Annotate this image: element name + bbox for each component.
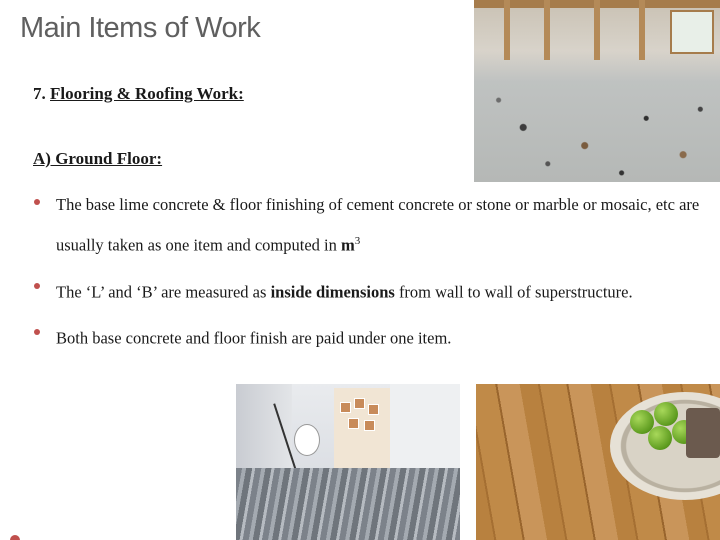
bullet-item — [33, 186, 713, 264]
slide-title: Main Items of Work — [20, 12, 261, 44]
apple — [654, 402, 678, 426]
bullet-superscript: 3 — [354, 235, 361, 247]
subsection-heading: A) Ground Floor: — [33, 149, 163, 168]
oak-floor-apples-photo — [476, 384, 720, 540]
section-number: 7. — [33, 84, 46, 103]
wall-art — [340, 402, 351, 413]
bullet-list — [33, 186, 713, 363]
bullet-bold-text: inside dimensions — [270, 282, 395, 301]
wall-art — [368, 404, 379, 415]
wall-art — [348, 418, 359, 429]
terrazzo-floor-photo — [474, 0, 720, 182]
bullet-text-after: from wall to wall of superstructure. — [394, 282, 633, 301]
corner-dot — [10, 535, 20, 540]
bullet-text: Both base concrete and floor finish are paid under one item. — [56, 328, 452, 348]
timber-stud — [594, 0, 600, 60]
bullet-bold-text: m — [341, 235, 355, 255]
section-heading — [33, 84, 244, 104]
timber-stud — [504, 0, 510, 60]
grey-laminate-room-photo — [236, 384, 460, 540]
timber-stud — [544, 0, 550, 60]
timber-stud — [639, 0, 645, 60]
wall-art — [354, 398, 365, 409]
bullet-item — [33, 316, 713, 357]
wall-art — [364, 420, 375, 431]
mug — [686, 408, 720, 458]
floor-lamp-shade — [294, 424, 320, 456]
section-title: Flooring & Roofing Work: — [50, 84, 244, 103]
bullet-text: The ‘L’ and ‘B’ are measured as — [56, 282, 271, 301]
bullet-item — [33, 270, 713, 311]
grey-wood-floor — [236, 468, 460, 540]
apple — [648, 426, 672, 450]
window-opening — [670, 10, 714, 54]
bullet-text: The base lime concrete & floor finishing of cement concrete or stone or marble or mosaic, etc are usually taken as one item and computed in — [56, 195, 700, 255]
